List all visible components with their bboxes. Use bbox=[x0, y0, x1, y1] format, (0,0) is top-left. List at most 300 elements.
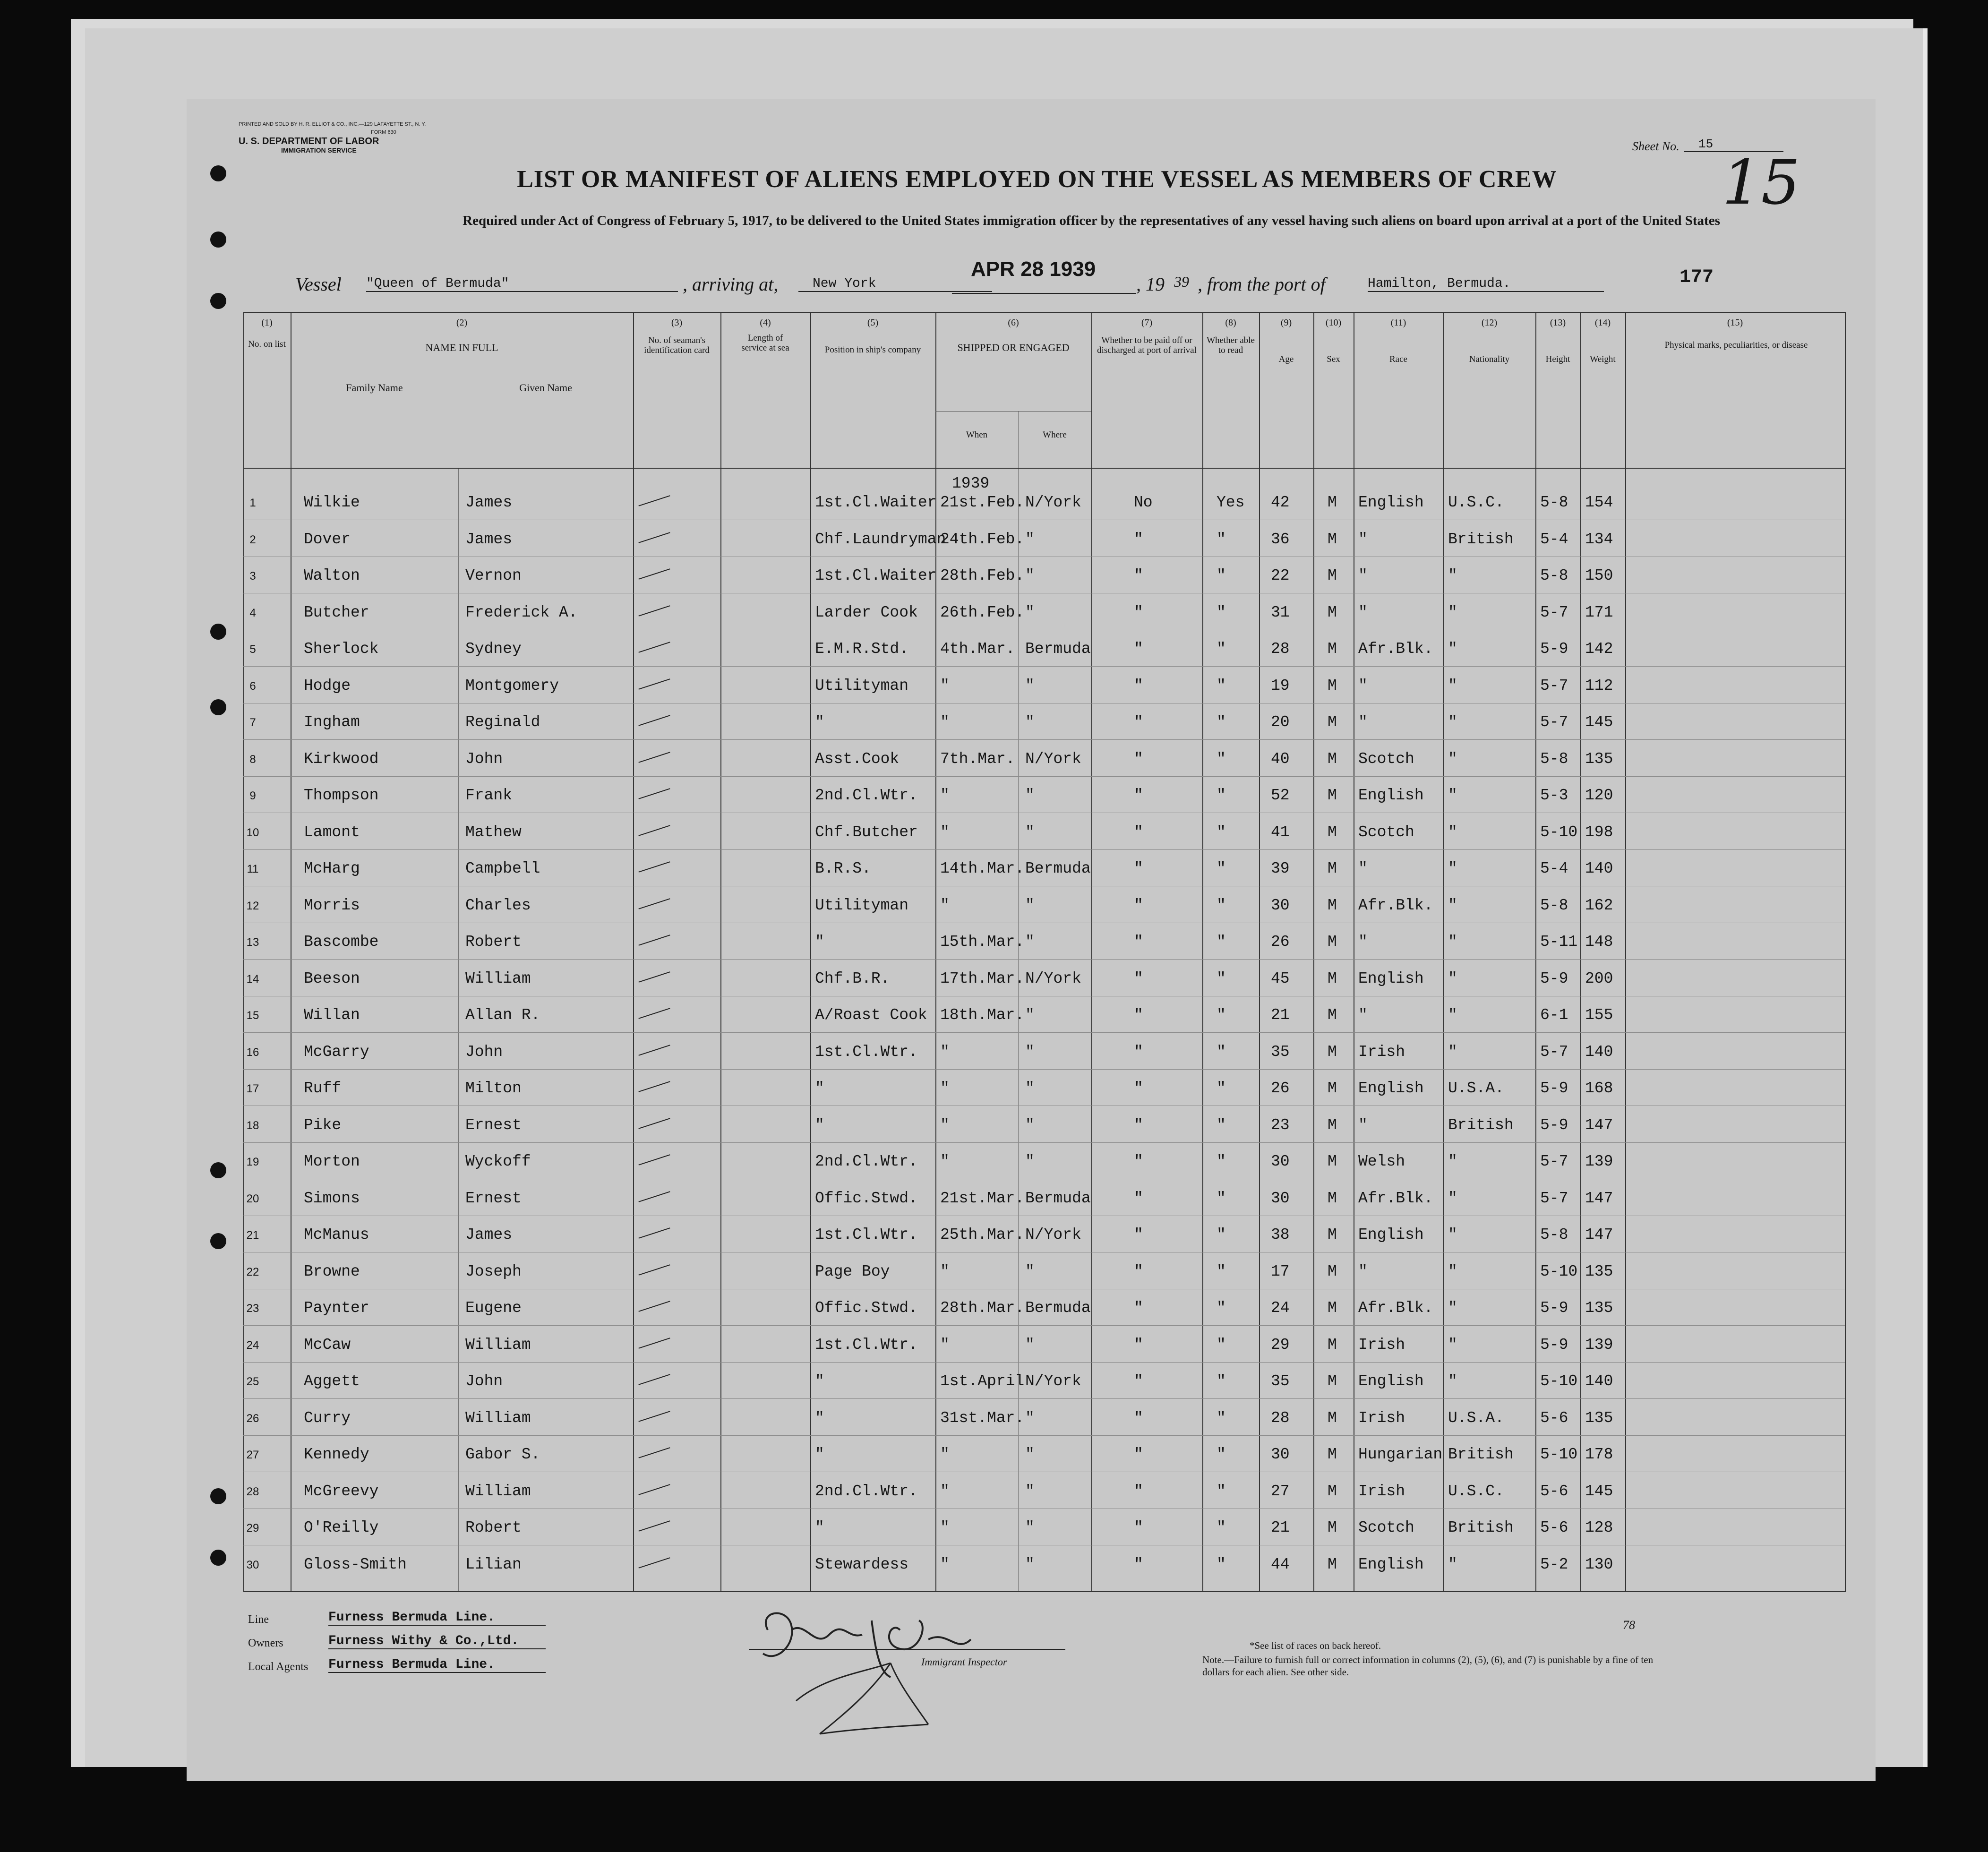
sex: M bbox=[1328, 1336, 1337, 1354]
nationality: " bbox=[1448, 969, 1457, 987]
shipped-when: 4th.Mar. bbox=[940, 640, 1015, 658]
col-1-header: No. on list bbox=[248, 339, 286, 349]
position: 2nd.Cl.Wtr. bbox=[815, 1153, 918, 1170]
paid-off: " bbox=[1134, 1482, 1143, 1500]
shipped-where: " bbox=[1025, 677, 1035, 694]
shipped-when: 26th.Feb. bbox=[940, 603, 1025, 621]
punch-hole bbox=[210, 165, 226, 181]
paid-off: " bbox=[1134, 1446, 1143, 1463]
given-name: Joseph bbox=[465, 1262, 522, 1280]
height: 5-11 bbox=[1540, 933, 1578, 951]
weight: 128 bbox=[1585, 1519, 1613, 1536]
paid-off: " bbox=[1134, 1080, 1143, 1097]
age: 21 bbox=[1271, 1006, 1290, 1024]
given-name: James bbox=[465, 494, 513, 511]
sex: M bbox=[1328, 1116, 1337, 1134]
sex: M bbox=[1328, 787, 1337, 804]
col-10-header: Sex bbox=[1327, 354, 1340, 364]
row-rule bbox=[243, 1142, 1845, 1143]
family-name: Dover bbox=[304, 530, 351, 548]
col-10-number: (10) bbox=[1325, 317, 1342, 328]
row-number: 11 bbox=[247, 863, 259, 875]
height: 5-6 bbox=[1540, 1482, 1568, 1500]
height: 5-8 bbox=[1540, 896, 1568, 914]
col-9-number: (9) bbox=[1280, 317, 1292, 328]
nationality: " bbox=[1448, 1189, 1457, 1207]
check-tick bbox=[638, 1227, 670, 1239]
height: 5-3 bbox=[1540, 787, 1568, 804]
shipped-where: Bermuda bbox=[1025, 640, 1091, 658]
col-11-number: (11) bbox=[1390, 317, 1406, 328]
position: 1st.Cl.Waiter bbox=[815, 494, 937, 511]
shipped-where: " bbox=[1025, 896, 1035, 914]
check-tick bbox=[638, 1118, 670, 1129]
family-name: McManus bbox=[304, 1226, 369, 1243]
nationality: " bbox=[1448, 1153, 1457, 1170]
race: English bbox=[1358, 969, 1424, 987]
col-7-number: (7) bbox=[1141, 317, 1153, 328]
given-name: James bbox=[465, 530, 513, 548]
height: 5-4 bbox=[1540, 860, 1568, 877]
row-number: 30 bbox=[246, 1558, 259, 1571]
able-to-read: " bbox=[1217, 677, 1226, 694]
punch-hole bbox=[210, 624, 226, 640]
family-name: Browne bbox=[304, 1262, 360, 1280]
shipped-when: 28th.Feb. bbox=[940, 567, 1025, 584]
row-number: 28 bbox=[246, 1485, 259, 1498]
handwritten-mark: 78 bbox=[1623, 1618, 1635, 1632]
given-name: William bbox=[465, 1482, 531, 1500]
row-number: 29 bbox=[246, 1522, 259, 1535]
weight: 135 bbox=[1585, 750, 1613, 768]
position: " bbox=[815, 713, 824, 731]
age: 23 bbox=[1271, 1116, 1290, 1134]
weight: 140 bbox=[1585, 860, 1613, 877]
age: 28 bbox=[1271, 640, 1290, 658]
col-2b-header: Given Name bbox=[519, 382, 572, 394]
check-tick bbox=[638, 1264, 670, 1276]
paid-off: " bbox=[1134, 1043, 1143, 1061]
shipped-where: " bbox=[1025, 1446, 1035, 1463]
height: 5-7 bbox=[1540, 1153, 1568, 1170]
department-name: U. S. DEPARTMENT OF LABOR bbox=[239, 136, 379, 146]
position: Stewardess bbox=[815, 1555, 909, 1573]
date-stamp: APR 28 1939 bbox=[971, 257, 1096, 281]
able-to-read: " bbox=[1217, 1153, 1226, 1170]
row-number: 2 bbox=[249, 533, 256, 546]
manifest-number: 177 bbox=[1680, 267, 1714, 288]
col-5-number: (5) bbox=[867, 317, 879, 328]
shipped-when: 18th.Mar. bbox=[940, 1006, 1025, 1024]
race: " bbox=[1358, 933, 1368, 951]
nationality: " bbox=[1448, 677, 1457, 694]
able-to-read: " bbox=[1217, 1482, 1226, 1500]
row-rule bbox=[243, 1435, 1845, 1436]
paid-off: " bbox=[1134, 1519, 1143, 1536]
from-port-label: , from the port of bbox=[1198, 274, 1326, 295]
col-6-number: (6) bbox=[1008, 317, 1019, 328]
nationality: " bbox=[1448, 1372, 1457, 1390]
position: Offic.Stwd. bbox=[815, 1189, 918, 1207]
nationality: " bbox=[1448, 603, 1457, 621]
shipped-where: " bbox=[1025, 1080, 1035, 1097]
sex: M bbox=[1328, 1446, 1337, 1463]
col-6b-header: Where bbox=[1043, 430, 1067, 440]
arriving-label: , arriving at, bbox=[683, 274, 779, 295]
given-name: William bbox=[465, 1336, 531, 1354]
shipped-when: 31st.Mar. bbox=[940, 1409, 1025, 1427]
col-15-header: Physical marks, peculiarities, or disease bbox=[1664, 340, 1808, 350]
position: 1st.Cl.Waiter bbox=[815, 567, 937, 584]
able-to-read: " bbox=[1217, 1226, 1226, 1243]
family-name: Sherlock bbox=[304, 640, 379, 658]
age: 45 bbox=[1271, 969, 1290, 987]
check-tick bbox=[638, 1447, 670, 1458]
row-rule bbox=[243, 849, 1845, 850]
col-8-number: (8) bbox=[1225, 317, 1236, 328]
nationality: " bbox=[1448, 640, 1457, 658]
nationality: British bbox=[1448, 530, 1514, 548]
check-tick bbox=[638, 971, 670, 983]
family-name: Gloss-Smith bbox=[304, 1555, 407, 1573]
weight: 142 bbox=[1585, 640, 1613, 658]
check-tick bbox=[638, 1338, 670, 1349]
punch-hole bbox=[210, 232, 226, 248]
sex: M bbox=[1328, 1482, 1337, 1500]
shipped-where: N/York bbox=[1025, 750, 1081, 768]
able-to-read: " bbox=[1217, 787, 1226, 804]
shipped-when: " bbox=[940, 1116, 950, 1134]
family-name: Willan bbox=[304, 1006, 360, 1024]
able-to-read: " bbox=[1217, 1336, 1226, 1354]
shipped-when: " bbox=[940, 1153, 950, 1170]
shipped-when: " bbox=[940, 1555, 950, 1573]
family-name: Thompson bbox=[304, 787, 379, 804]
year-suffix: 39 bbox=[1174, 273, 1189, 290]
able-to-read: " bbox=[1217, 567, 1226, 584]
family-name: Morton bbox=[304, 1153, 360, 1170]
check-tick bbox=[638, 605, 670, 617]
paid-off: " bbox=[1134, 969, 1143, 987]
height: 5-9 bbox=[1540, 640, 1568, 658]
row-rule bbox=[243, 1069, 1845, 1070]
sex: M bbox=[1328, 1519, 1337, 1536]
weight: 120 bbox=[1585, 787, 1613, 804]
race: " bbox=[1358, 603, 1368, 621]
check-tick bbox=[638, 788, 670, 799]
check-tick bbox=[638, 1008, 670, 1019]
age: 29 bbox=[1271, 1336, 1290, 1354]
age: 26 bbox=[1271, 1080, 1290, 1097]
paid-off: " bbox=[1134, 713, 1143, 731]
nationality: U.S.A. bbox=[1448, 1409, 1504, 1427]
weight: 139 bbox=[1585, 1153, 1613, 1170]
height: 5-7 bbox=[1540, 1189, 1568, 1207]
sex: M bbox=[1328, 530, 1337, 548]
age: 20 bbox=[1271, 713, 1290, 731]
sex: M bbox=[1328, 1555, 1337, 1573]
weight: 135 bbox=[1585, 1409, 1613, 1427]
able-to-read: " bbox=[1217, 1006, 1226, 1024]
col-11-header: Race bbox=[1389, 354, 1407, 364]
shipped-when: " bbox=[940, 1519, 950, 1536]
given-name: Gabor S. bbox=[465, 1446, 540, 1463]
weight: 145 bbox=[1585, 1482, 1613, 1500]
paid-off: " bbox=[1134, 1299, 1143, 1317]
shipped-where: " bbox=[1025, 1336, 1035, 1354]
age: 44 bbox=[1271, 1555, 1290, 1573]
race: Welsh bbox=[1358, 1153, 1405, 1170]
position: " bbox=[815, 1446, 824, 1463]
printer-line: PRINTED AND SOLD BY H. R. ELLIOT & CO., INC.—129 LAFAYETTE ST., N. Y. bbox=[239, 121, 426, 127]
weight: 135 bbox=[1585, 1299, 1613, 1317]
given-name: Ernest bbox=[465, 1189, 522, 1207]
age: 41 bbox=[1271, 823, 1290, 841]
age: 36 bbox=[1271, 530, 1290, 548]
height: 5-4 bbox=[1540, 530, 1568, 548]
shipped-where: Bermuda bbox=[1025, 860, 1091, 877]
paid-off: " bbox=[1134, 1262, 1143, 1280]
col-2-number: (2) bbox=[456, 317, 468, 328]
race: English bbox=[1358, 1226, 1424, 1243]
row-number: 26 bbox=[246, 1412, 259, 1425]
given-name: John bbox=[465, 1043, 503, 1061]
shipped-when: 28th.Mar. bbox=[940, 1299, 1025, 1317]
position: " bbox=[815, 1372, 824, 1390]
requirement-text: Required under Act of Congress of February 5, 1917, to be delivered to the United States immigration officer by the representatives of any vessel having such aliens on board upon arrival at a port of the United States bbox=[463, 213, 1720, 228]
row-rule bbox=[243, 959, 1845, 960]
given-name: Lilian bbox=[465, 1555, 522, 1573]
able-to-read: " bbox=[1217, 750, 1226, 768]
race: " bbox=[1358, 530, 1368, 548]
row-rule bbox=[243, 739, 1845, 740]
able-to-read: " bbox=[1217, 1409, 1226, 1427]
nationality: " bbox=[1448, 1555, 1457, 1573]
shipped-when: 24th.Feb. bbox=[940, 530, 1025, 548]
height: 5-7 bbox=[1540, 1043, 1568, 1061]
nationality: " bbox=[1448, 1043, 1457, 1061]
paid-off: " bbox=[1134, 677, 1143, 694]
paid-off: " bbox=[1134, 1189, 1143, 1207]
paid-off: " bbox=[1134, 1555, 1143, 1573]
age: 30 bbox=[1271, 896, 1290, 914]
position: " bbox=[815, 1080, 824, 1097]
row-number: 15 bbox=[246, 1009, 259, 1022]
paid-off: " bbox=[1134, 860, 1143, 877]
weight: 148 bbox=[1585, 933, 1613, 951]
age: 21 bbox=[1271, 1519, 1290, 1536]
given-name: Sydney bbox=[465, 640, 522, 658]
departure-port: Hamilton, Bermuda. bbox=[1368, 276, 1604, 292]
race: " bbox=[1358, 713, 1368, 731]
row-rule bbox=[243, 1325, 1845, 1326]
weight: 198 bbox=[1585, 823, 1613, 841]
nationality: " bbox=[1448, 1006, 1457, 1024]
row-number: 1 bbox=[249, 497, 256, 509]
position: A/Roast Cook bbox=[815, 1006, 927, 1024]
sex: M bbox=[1328, 640, 1337, 658]
family-name: McHarg bbox=[304, 860, 360, 877]
check-tick bbox=[638, 861, 670, 873]
signature-line bbox=[749, 1649, 1065, 1650]
race: " bbox=[1358, 677, 1368, 694]
shipped-when: 1st.April bbox=[940, 1372, 1025, 1390]
able-to-read: " bbox=[1217, 860, 1226, 877]
able-to-read: " bbox=[1217, 1446, 1226, 1463]
col-3-header: No. of seaman's identification card bbox=[644, 335, 710, 355]
age: 28 bbox=[1271, 1409, 1290, 1427]
sex: M bbox=[1328, 860, 1337, 877]
able-to-read: " bbox=[1217, 1116, 1226, 1134]
age: 30 bbox=[1271, 1153, 1290, 1170]
row-number: 7 bbox=[249, 716, 256, 729]
row-number: 21 bbox=[246, 1229, 259, 1242]
check-tick bbox=[638, 1411, 670, 1422]
row-number: 13 bbox=[246, 936, 259, 949]
height: 5-8 bbox=[1540, 1226, 1568, 1243]
given-name: Robert bbox=[465, 1519, 522, 1536]
weight: 150 bbox=[1585, 567, 1613, 584]
row-rule bbox=[243, 666, 1845, 667]
weight: 145 bbox=[1585, 713, 1613, 731]
shipped-where: " bbox=[1025, 1153, 1035, 1170]
check-tick bbox=[638, 678, 670, 690]
col-2a-header: Family Name bbox=[346, 382, 403, 394]
race: Scotch bbox=[1358, 750, 1414, 768]
weight: 140 bbox=[1585, 1043, 1613, 1061]
sheet-label: Sheet No. bbox=[1632, 139, 1680, 153]
race: English bbox=[1358, 494, 1424, 511]
punch-hole bbox=[210, 1550, 226, 1566]
sex: M bbox=[1328, 603, 1337, 621]
race: English bbox=[1358, 1372, 1424, 1390]
nationality: " bbox=[1448, 1226, 1457, 1243]
shipped-when: 17th.Mar. bbox=[940, 969, 1025, 987]
family-name: Ruff bbox=[304, 1080, 342, 1097]
weight: 200 bbox=[1585, 969, 1613, 987]
row-rule bbox=[243, 1362, 1845, 1363]
height: 5-10 bbox=[1540, 1446, 1578, 1463]
col-9-header: Age bbox=[1278, 354, 1294, 364]
given-name: James bbox=[465, 1226, 513, 1243]
row-rule bbox=[243, 776, 1845, 777]
nationality: " bbox=[1448, 1336, 1457, 1354]
sex: M bbox=[1328, 1299, 1337, 1317]
paid-off: " bbox=[1134, 1153, 1143, 1170]
owners-value: Furness Withy & Co.,Ltd. bbox=[328, 1634, 546, 1649]
nationality: U.S.C. bbox=[1448, 1482, 1504, 1500]
family-name: Simons bbox=[304, 1189, 360, 1207]
family-name: Curry bbox=[304, 1409, 351, 1427]
position: 1st.Cl.Wtr. bbox=[815, 1043, 918, 1061]
age: 39 bbox=[1271, 860, 1290, 877]
given-name: Eugene bbox=[465, 1299, 522, 1317]
shipped-when: " bbox=[940, 677, 950, 694]
able-to-read: " bbox=[1217, 640, 1226, 658]
weight: 147 bbox=[1585, 1226, 1613, 1243]
shipped-where: " bbox=[1025, 1262, 1035, 1280]
given-name: Campbell bbox=[465, 860, 540, 877]
shipped-where: " bbox=[1025, 567, 1035, 584]
check-tick bbox=[638, 1045, 670, 1056]
position: Asst.Cook bbox=[815, 750, 900, 768]
shipped-where: " bbox=[1025, 1519, 1035, 1536]
family-name: Beeson bbox=[304, 969, 360, 987]
row-number: 3 bbox=[249, 570, 256, 583]
race: Irish bbox=[1358, 1336, 1405, 1354]
punch-hole bbox=[210, 699, 226, 715]
weight: 168 bbox=[1585, 1080, 1613, 1097]
race: Scotch bbox=[1358, 823, 1414, 841]
sex: M bbox=[1328, 933, 1337, 951]
vessel-label: Vessel bbox=[295, 274, 342, 295]
check-tick bbox=[638, 568, 670, 580]
race: Afr.Blk. bbox=[1358, 1189, 1433, 1207]
family-name: O'Reilly bbox=[304, 1519, 379, 1536]
check-tick bbox=[638, 532, 670, 543]
able-to-read: " bbox=[1217, 896, 1226, 914]
given-name: William bbox=[465, 969, 531, 987]
height: 5-8 bbox=[1540, 494, 1568, 511]
height: 6-1 bbox=[1540, 1006, 1568, 1024]
race: English bbox=[1358, 787, 1424, 804]
race: " bbox=[1358, 860, 1368, 877]
weight: 139 bbox=[1585, 1336, 1613, 1354]
nationality: " bbox=[1448, 1262, 1457, 1280]
age: 52 bbox=[1271, 787, 1290, 804]
shipped-where: N/York bbox=[1025, 1226, 1081, 1243]
age: 24 bbox=[1271, 1299, 1290, 1317]
family-name: Kirkwood bbox=[304, 750, 379, 768]
weight: 155 bbox=[1585, 1006, 1613, 1024]
nationality: " bbox=[1448, 933, 1457, 951]
check-tick bbox=[638, 752, 670, 763]
handwritten-sheet-number: 15 bbox=[1722, 146, 1800, 218]
able-to-read: " bbox=[1217, 603, 1226, 621]
nationality: " bbox=[1448, 787, 1457, 804]
nationality: " bbox=[1448, 567, 1457, 584]
position: Chf.Laundryman bbox=[815, 530, 946, 548]
given-name: William bbox=[465, 1409, 531, 1427]
check-tick bbox=[638, 1557, 670, 1569]
row-number: 24 bbox=[246, 1338, 259, 1352]
sex: M bbox=[1328, 1372, 1337, 1390]
family-name: Lamont bbox=[304, 823, 360, 841]
age: 22 bbox=[1271, 567, 1290, 584]
race: Afr.Blk. bbox=[1358, 896, 1433, 914]
race: " bbox=[1358, 1116, 1368, 1134]
race: " bbox=[1358, 1262, 1368, 1280]
race: " bbox=[1358, 1006, 1368, 1024]
family-name: Walton bbox=[304, 567, 360, 584]
height: 5-8 bbox=[1540, 567, 1568, 584]
punch-hole bbox=[210, 293, 226, 309]
shipped-when: " bbox=[940, 1043, 950, 1061]
given-name: Milton bbox=[465, 1080, 522, 1097]
sex: M bbox=[1328, 1189, 1337, 1207]
able-to-read: " bbox=[1217, 969, 1226, 987]
paid-off: " bbox=[1134, 1006, 1143, 1024]
nationality: " bbox=[1448, 1299, 1457, 1317]
position: E.M.R.Std. bbox=[815, 640, 909, 658]
check-tick bbox=[638, 1301, 670, 1312]
given-name: Vernon bbox=[465, 567, 522, 584]
weight: 134 bbox=[1585, 530, 1613, 548]
nationality: " bbox=[1448, 713, 1457, 731]
height: 5-2 bbox=[1540, 1555, 1568, 1573]
height: 5-10 bbox=[1540, 823, 1578, 841]
shipped-where: " bbox=[1025, 787, 1035, 804]
